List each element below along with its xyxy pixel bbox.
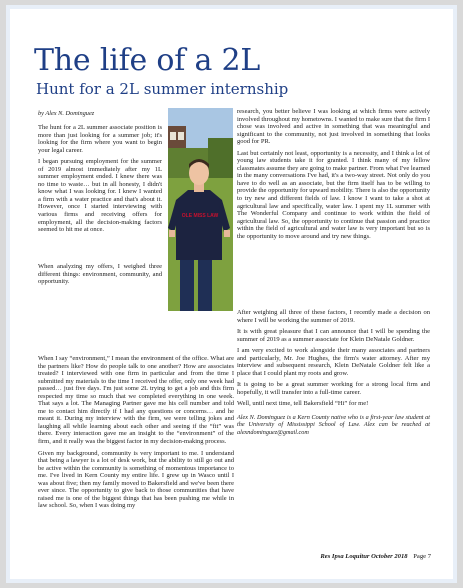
column-c <box>237 108 430 244</box>
paragraph: When I say “environment,” I mean the environment of the office. What are the partners like? How do people talk to one another? How are associates treated? I interviewed with one firm in particular and from the time I submitted my materials to the time I received the offer, only one week had passed… just five days. I'm just some 2L trying to get a job and this firm respected my time so much that we completed everything in one week. That says a lot. The Managing Partner gave me his cell number and told me to contact him directly if I had any questions or concerns… and he meant it. During my interview with the firm, we were telling jokes and laughing all while learning about each other and seeing if the “fit” was there. Every interaction gave me an insight to the “environment” of the firm, and it really was the biggest factor in my decision-making process. <box>38 355 234 446</box>
shirt-text: OLE MISS LAW <box>181 213 219 219</box>
paragraph: It is with great pleasure that I can announce that I will be spending the summer of 2019 as a summer associate for Klein DeNatale Goldner. <box>237 328 430 343</box>
paragraph: The hunt for a 2L summer associate position is more than just looking for a summer job; it's looking for the firm where you want to begin your legal career. <box>38 124 162 154</box>
column-d <box>237 309 430 440</box>
publication-name: Res Ipsa Loquitur October 2018 <box>320 553 408 560</box>
author-note: Alex N. Dominguez is a Kern County native who is a first-year law student at the University of Mississippi School of Law. Alex can be reached at alexndominguez@gmail.com <box>237 414 430 436</box>
author-photo <box>168 108 233 311</box>
author-photo-illustration <box>168 108 233 311</box>
column-a <box>38 124 162 238</box>
paragraph: I am very excited to work alongside their many associates and partners and particularly, Mr. Joe Hughes, the firm's water attorney. After my interview and subsequent research, Klein DeNatale Goldner felt like a place that I could plant my roots and grow. <box>237 347 430 377</box>
article-title: The life of a 2L <box>34 43 261 78</box>
paragraph: Last but certainly not least, opportunity is a necessity, and I think a lot of young law students take it for granted. I think many of my fellow classmates assume they are going to make partner. From what I've learned in the many conversations I've had, it's a two-way street. Not only do you have to do well as an associate, but the firm itself has to be willing to provide the opportunity for upward mobility. There is also the opportunity to try new and different fields of law. I know I want to take a shot at agricultural law and specifically, water law. I spent my 1L summer with The Wonderful Company and continue to work within the field of agricultural law. So, the opportunity to continue that passion and practice within the field of agricultural and water law is very important but so is the opportunity to move around and try new things. <box>237 149 430 240</box>
paragraph: It is going to be a great summer working for a strong local firm and hopefully, it will transfer into a full-time career. <box>237 381 430 396</box>
page-footer <box>320 553 431 561</box>
paragraph: After weighing all three of these factors, I recently made a decision on where I will be working the summer of 2019. <box>237 309 430 324</box>
paragraph: Well, until next time, tell Bakersfield “Hi” for me! <box>237 400 369 408</box>
paragraph: research, you better believe I was looking at which firms were actively involved throughout my hometowns. I wanted to make sure that the firm I chose was involved and active in something that was meaningful and significant to the community, not just involved in something that looks good for PR. <box>237 108 430 146</box>
column-a-lower <box>38 263 162 290</box>
magazine-page <box>6 5 457 583</box>
article-subtitle: Hunt for a 2L summer internship <box>36 80 289 98</box>
paragraph: I began pursuing employment for the summer of 2019 almost immediately after my 1L summer employment ended. I knew there was no time to waste… but in all honesty, I didn't know what I was looking for. I knew I wanted a firm with a water practice and that's about it. However, once I started interviewing with various firms and receiving offers for employment, all the decision-making factors seemed to hit me at once. <box>38 158 162 234</box>
page-number: Page 7 <box>413 553 431 560</box>
byline: by Alex N. Dominguez <box>38 110 95 117</box>
paragraph: When analyzing my offers, I weighed three different things: environment, community, and opportunity. <box>38 263 162 286</box>
column-b <box>38 355 234 514</box>
paragraph: Given my background, community is very important to me. I understand that being a lawyer is a lot of desk work, but the ability to still go out and be active within the community is something of momentous importance to me. I've lived in Kern County my entire life. I grew up in Wasco until I was about five; then my family moved to Bakersfield and we've been there ever since. The opportunity to give back to those communities that have raised me is one of the biggest things that has been pushing me while in law school. So, when I was doing my <box>38 449 234 510</box>
